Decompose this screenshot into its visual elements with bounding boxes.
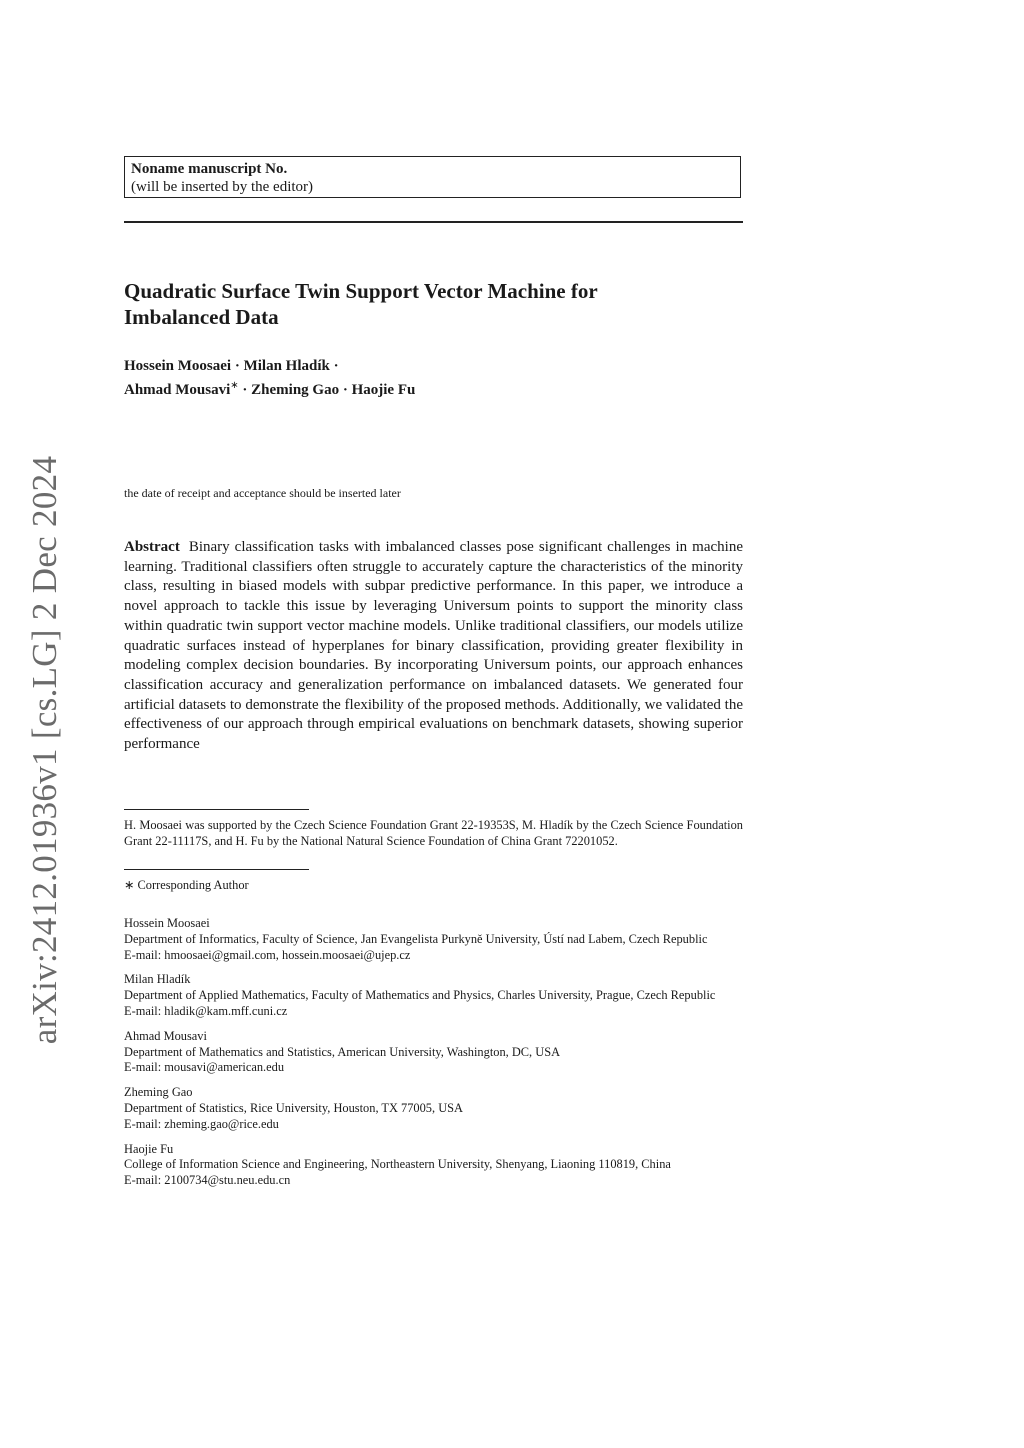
affiliation-name: Milan Hladík: [124, 972, 191, 987]
footnote-divider: [124, 809, 309, 810]
authors-line-2-rest: · Zheming Gao · Haojie Fu: [238, 382, 416, 398]
receipt-dates: the date of receipt and acceptance should be inserted later: [124, 486, 401, 500]
affiliation-name: Haojie Fu: [124, 1141, 174, 1156]
affiliation-department: College of Information Science and Engineering, Northeastern University, Shenyang, Liaoning 110819, China: [124, 1157, 671, 1172]
affiliation-name: Zheming Gao: [124, 1085, 193, 1100]
affiliation-email: E-mail: mousavi@american.edu: [124, 1060, 285, 1075]
paper-title: [124, 278, 744, 330]
affiliation-email: E-mail: zheming.gao@rice.edu: [124, 1116, 279, 1131]
affiliation-name: Ahmad Mousavi: [124, 1028, 207, 1043]
author-mousavi: Ahmad Mousavi: [124, 382, 231, 398]
abstract-label: Abstract: [124, 539, 180, 555]
authors-line-1: Hossein Moosaei · Milan Hladík ·: [124, 358, 339, 374]
header-divider: [124, 221, 743, 223]
abstract: [124, 538, 743, 755]
affiliations: [124, 916, 743, 1198]
author-list: [124, 356, 744, 400]
affiliation-email: E-mail: 2100734@stu.neu.edu.cn: [124, 1173, 291, 1188]
authors-line-2: [124, 376, 744, 400]
affiliation-email: E-mail: hmoosaei@gmail.com, hossein.moosaei@ujep.cz: [124, 947, 411, 962]
affiliation-department: Department of Statistics, Rice University, Houston, TX 77005, USA: [124, 1100, 463, 1115]
manuscript-header-box: [124, 156, 741, 198]
title-line-1: Quadratic Surface Twin Support Vector Machine for: [124, 279, 598, 303]
manuscript-editor-note: (will be inserted by the editor): [131, 179, 314, 195]
arxiv-side-stamp: [22, 455, 68, 1045]
arxiv-id-text: arXiv:2412.01936v1 [cs.LG] 2 Dec 2024: [25, 455, 65, 1045]
affiliation-email: E-mail: hladik@kam.mff.cuni.cz: [124, 1003, 288, 1018]
affiliation-department: Department of Informatics, Faculty of Science, Jan Evangelista Purkyně University, Ústí nad Labem, Czech Republic: [124, 931, 708, 946]
funding-footnote: H. Moosaei was supported by the Czech Science Foundation Grant 22-19353S, M. Hladík by the Czech Science Foundation Grant 22-11117S, and H. Fu by the National Natural Science Foundation of China Grant 72201052.: [124, 818, 743, 848]
affiliation-hladik: [124, 972, 743, 1019]
affiliation-name: Hossein Moosaei: [124, 916, 210, 930]
affiliation-fu: [124, 1142, 743, 1189]
corresponding-author-note: ∗ Corresponding Author: [124, 878, 249, 892]
abstract-text: Binary classification tasks with imbalanced classes pose significant challenges in machine learning. Traditional classifiers often struggle to accurately capture the characteristics of the minority class, resulting in biased models with subpar predictive performance. In this paper, we introduce a novel approach to tackle this issue by leveraging Universum points to support the minority class within quadratic twin support vector machine models. Unlike traditional classifiers, our models utilize quadratic surfaces instead of hyperplanes for binary classification, providing greater flexibility in modeling complex decision boundaries. By incorporating Universum points, our approach enhances classification accuracy and generalization performance on imbalanced datasets. We generated four artificial datasets to demonstrate the flexibility of the proposed methods. Additionally, we validated the effectiveness of our approach through empirical evaluations on benchmark datasets, showing superior performance: [124, 539, 743, 753]
affiliation-department: Department of Applied Mathematics, Faculty of Mathematics and Physics, Charles University, Prague, Czech Republic: [124, 988, 716, 1003]
affiliation-moosaei: [124, 916, 743, 963]
footnote-divider-2: [124, 869, 309, 870]
title-line-2: Imbalanced Data: [124, 305, 279, 329]
manuscript-number-label: Noname manuscript No.: [131, 161, 288, 177]
affiliation-mousavi: [124, 1029, 743, 1076]
corresponding-mark: ∗: [230, 380, 239, 391]
affiliation-gao: [124, 1085, 743, 1132]
affiliation-department: Department of Mathematics and Statistics, American University, Washington, DC, USA: [124, 1044, 561, 1059]
